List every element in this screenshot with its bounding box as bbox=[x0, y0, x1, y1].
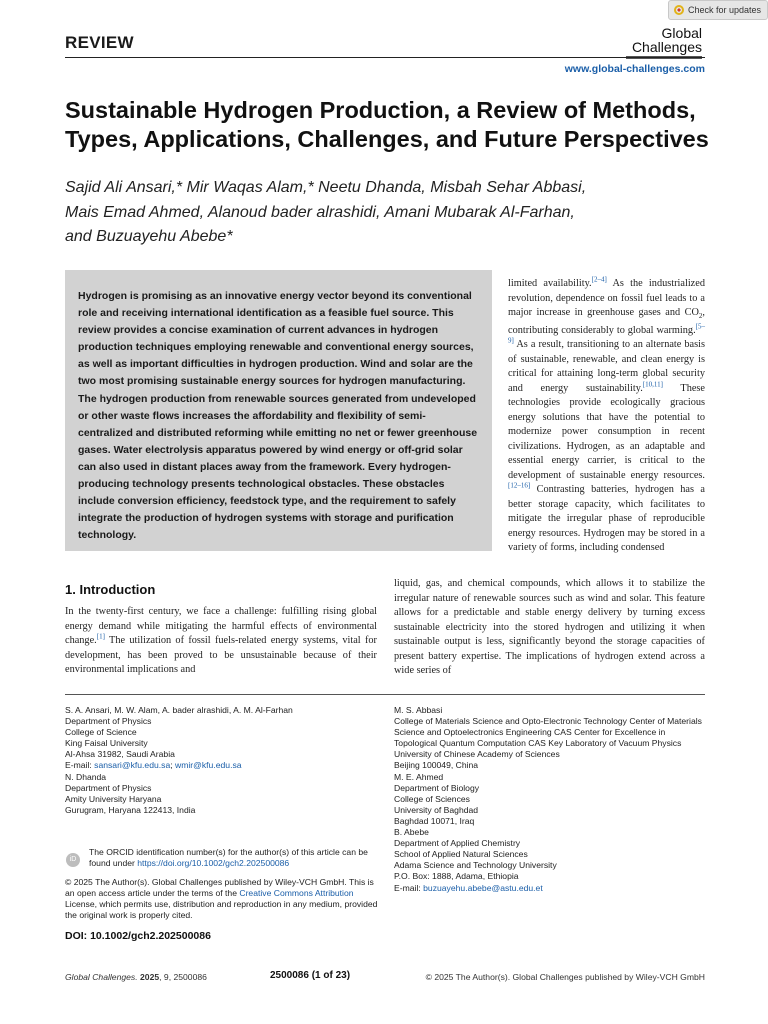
body-right-lower: liquid, gas, and chemical compounds, which allows it to stabilize the irregular nature of renewable sources such as wind and solar. This feature allows for a predictable and stable energy delivery by turning excess sustainable electricity into the stored hydrogen and utilizing it when sustainable output is less, significantly beyond the storage capacities of present battery expertise. The implications of hydrogen extend across a wide series of bbox=[394, 578, 705, 676]
affiliation-line: Baghdad 10071, Iraq bbox=[394, 815, 475, 826]
affiliation-line: University of Chinese Academy of Sciences bbox=[394, 749, 560, 760]
author-list bbox=[65, 176, 715, 250]
citation-link[interactable]: [1] bbox=[96, 632, 105, 641]
journal-website-link[interactable]: www.global-challenges.com bbox=[564, 63, 705, 75]
check-for-updates-label: Check for updates bbox=[688, 5, 762, 15]
body-text: Contrasting batteries, hydrogen has a better storage capacity, which facilitates to mitigate the irregular phase of reproducible energy resources. Hydrogen may be stored in a variety of forms, including condensed bbox=[508, 484, 705, 554]
affiliations-right bbox=[394, 705, 709, 894]
orcid-note bbox=[89, 847, 381, 869]
license-text: License, which permits use, distribution and reproduction in any medium, provided the original work is properly cited. bbox=[65, 899, 378, 921]
journal-logo bbox=[600, 26, 702, 59]
footer-volume: , 9, 2500086 bbox=[159, 972, 207, 982]
affiliation-line: Beijing 100049, China bbox=[394, 760, 479, 771]
affiliation-line: M. E. Ahmed bbox=[394, 771, 444, 782]
crossmark-icon bbox=[674, 5, 684, 15]
abstract-text: Hydrogen is promising as an innovative energy vector beyond its conventional role and receiving international identification as a feasible fuel source. This review provides a concise examination of current advances in hydrogen production techniques employing renewable and conventional energy sources, as well as important difficulties in hydrogen production. Wind and solar are the two most promising sustainable energy sources for hydrogen manufacturing. The hydrogen production from renewable sources generated from undeveloped or other waste flows increases the affordability and flexibility of semi-centralized and distributed reforming while emitting no net or fewer greenhouse gases. Water electrolysis apparatus powered by wind energy or off-grid solar can also used in distant places away from the framework. Every hydrogen-producing technology presents technological obstacles. These obstacles include conversion efficiency, feedstock type, and the requirement to safely integrate the production of hydrogen systems with storage and purification technology. bbox=[78, 290, 478, 542]
citation-link[interactable]: [5–9] bbox=[508, 322, 705, 345]
affiliation-line: Department of Physics bbox=[65, 782, 152, 793]
author-line-1: Sajid Ali Ansari,* Mir Waqas Alam,* Neetu Dhanda, Misbah Sehar Abbasi, bbox=[65, 179, 587, 196]
email-link[interactable]: buzuayehu.abebe@astu.edu.et bbox=[423, 882, 543, 893]
affiliation-line: College of Materials Science and Opto-Electronic Technology Center of Materials Science and Optoelectronics Engineering CAS Center for Excellence in Topological Quantum Computation CAS Key Laboratory of Vacuum Physics bbox=[394, 716, 702, 749]
email-label: E-mail: bbox=[394, 882, 424, 893]
affiliation-line: University of Baghdad bbox=[394, 804, 479, 815]
email-line bbox=[394, 883, 709, 894]
affiliation-line: Amity University Haryana bbox=[65, 793, 162, 804]
affiliation-line: King Faisal University bbox=[65, 738, 148, 749]
body-text: limited availability. bbox=[508, 278, 592, 289]
orcid-link[interactable]: https://doi.org/10.1002/gch2.202500086 bbox=[137, 858, 290, 869]
affiliation-line: College of Science bbox=[65, 727, 137, 738]
affiliations-left bbox=[65, 705, 375, 816]
affiliation-line: S. A. Ansari, M. W. Alam, A. bader alrashidi, A. M. Al-Farhan bbox=[65, 705, 293, 715]
body-text: As a result, transitioning to an alternate basis of sustainable, renewable, and clean energy is critical for attaining long-term global security and energy sustainability. bbox=[508, 339, 705, 394]
email-label: E-mail: bbox=[65, 760, 95, 771]
affiliation-line: Al-Ahsa 31982, Saudi Arabia bbox=[65, 749, 175, 760]
article-title: Sustainable Hydrogen Production, a Review of Methods, Types, Applications, Challenges, and Future Perspectives bbox=[65, 97, 709, 152]
affiliation-line: Department of Biology bbox=[394, 782, 480, 793]
author-line-2: Mais Emad Ahmed, Alanoud bader alrashidi, Amani Mubarak Al-Farhan, bbox=[65, 203, 575, 221]
body-left bbox=[65, 605, 377, 678]
abstract-box bbox=[65, 270, 492, 551]
affiliation-line: Gurugram, Haryana 122413, India bbox=[65, 804, 196, 815]
author-line-3: and Buzuayehu Abebe* bbox=[65, 228, 233, 245]
footnote-rule bbox=[65, 694, 705, 695]
footer-journal: Global Challenges. bbox=[65, 972, 138, 982]
body-text: In the twenty-first century, we face a challenge: fulfilling rising global energy demand while mitigating the harmful effects of environmental change. bbox=[65, 606, 377, 646]
affiliation-line: P.O. Box: 1888, Adama, Ethiopia bbox=[394, 871, 519, 882]
body-right-upper bbox=[508, 277, 705, 556]
affiliation-line: N. Dhanda bbox=[65, 771, 107, 782]
footer-citation bbox=[65, 972, 207, 982]
doi: DOI: 10.1002/gch2.202500086 bbox=[65, 930, 211, 942]
citation-link[interactable]: [10,11] bbox=[642, 380, 663, 389]
body-text: The utilization of fossil fuels-related energy systems, vital for development, has been proved to be unsustainable because of their environmental implications and bbox=[65, 635, 377, 675]
email-line bbox=[65, 760, 375, 771]
citation-link[interactable]: [12–16] bbox=[508, 481, 531, 490]
body-text: These technologies provide ecologically gracious energy solutions that have the potential to modernize power consumption in recent civilizations. Hydrogen, as an adaptable and essential energy carrier, is critical to the development of sustainable energy resources. bbox=[508, 382, 705, 481]
subscript: 2 bbox=[698, 312, 703, 321]
footer-copyright: © 2025 The Author(s). Global Challenges published by Wiley-VCH GmbH bbox=[425, 972, 705, 982]
section-heading-introduction: 1. Introduction bbox=[65, 582, 156, 597]
affiliation-line: Department of Physics bbox=[65, 716, 152, 727]
email-link[interactable]: sansari@kfu.edu.sa bbox=[94, 760, 171, 771]
body-text: As the industrialized revolution, dependence on fossil fuel leads to a major increase in greenhouse gases and CO bbox=[508, 278, 705, 318]
page-number: 2500086 (1 of 23) bbox=[270, 970, 351, 981]
journal-logo-line1: Global bbox=[661, 25, 702, 41]
section-label: REVIEW bbox=[65, 33, 134, 52]
affiliation-line: Adama Science and Technology University bbox=[394, 860, 557, 871]
affiliation-line: School of Applied Natural Sciences bbox=[394, 849, 528, 860]
orcid-icon: iD bbox=[66, 853, 80, 867]
body-text: , contributing considerably to global warming. bbox=[508, 307, 705, 336]
orcid-text: The ORCID identification number(s) for the author(s) of this article can be found under bbox=[89, 847, 368, 869]
journal-logo-line2: Challenges bbox=[631, 39, 702, 55]
citation-link[interactable]: [2–4] bbox=[591, 275, 607, 284]
affiliation-line: M. S. Abbasi bbox=[394, 705, 443, 715]
license-link[interactable]: Creative Commons Attribution bbox=[239, 888, 354, 899]
header-rule bbox=[65, 57, 705, 58]
footer-year: 2025 bbox=[140, 972, 160, 982]
license-note bbox=[65, 877, 380, 921]
affiliation-line: B. Abebe bbox=[394, 827, 429, 838]
email-separator: ; bbox=[170, 760, 176, 771]
email-link[interactable]: wmir@kfu.edu.sa bbox=[175, 760, 242, 771]
license-text: © 2025 The Author(s). Global Challenges published by Wiley-VCH GmbH. This is an open access article under the terms of the bbox=[65, 877, 374, 899]
affiliation-line: Department of Applied Chemistry bbox=[394, 838, 521, 849]
check-for-updates-button[interactable] bbox=[668, 0, 768, 20]
affiliation-line: College of Sciences bbox=[394, 793, 470, 804]
